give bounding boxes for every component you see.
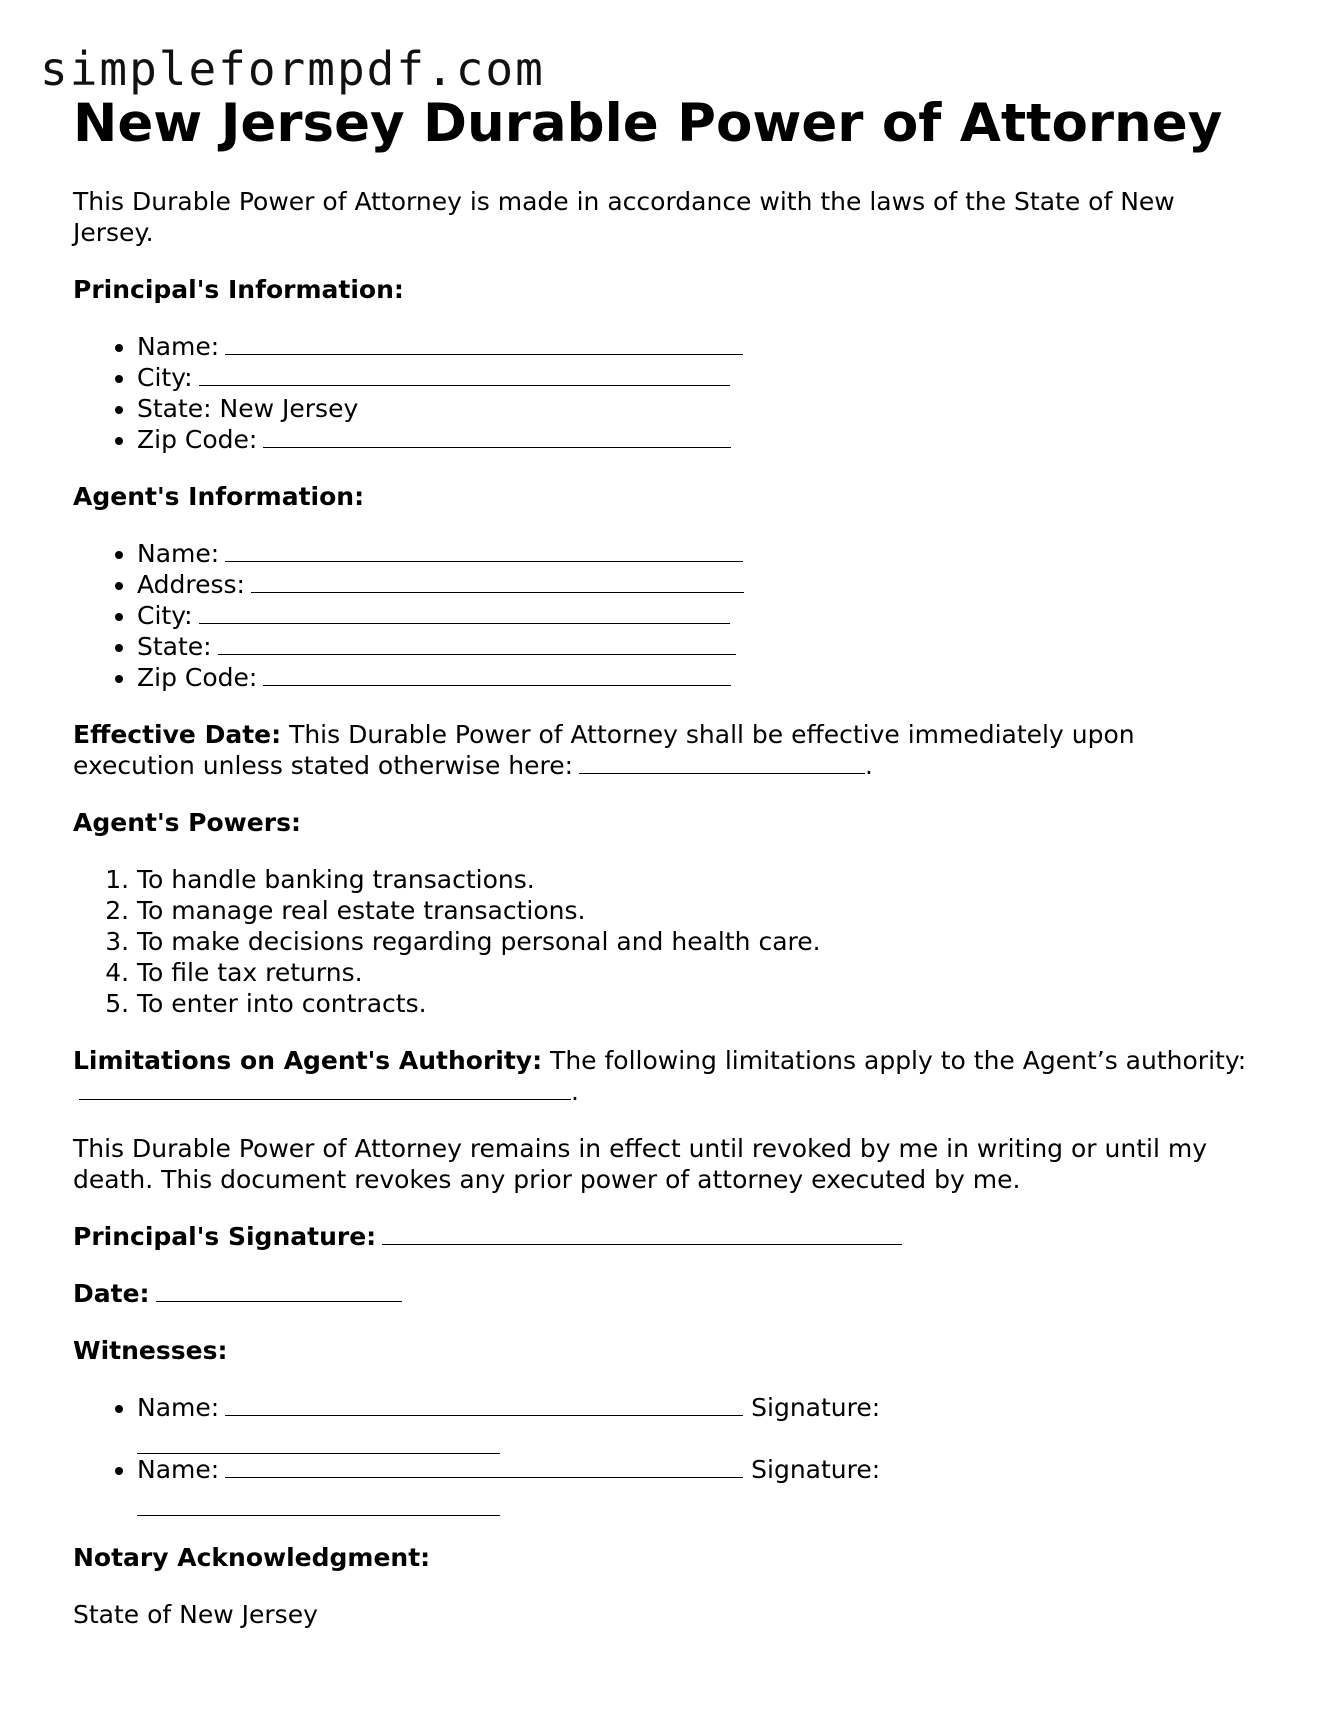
principal-signature-field[interactable] (382, 1222, 902, 1245)
power-item: 5. To enter into contracts. (137, 988, 1253, 1019)
document-page (73, 92, 1253, 1630)
notary-state: State of New Jersey (73, 1600, 318, 1629)
witness-signature-field[interactable] (137, 1423, 500, 1454)
signature-label: Principal's Signature: (73, 1222, 377, 1251)
list-item (137, 569, 1253, 600)
principal-name-label: Name: (137, 332, 220, 361)
date-label: Date: (73, 1279, 150, 1308)
witnesses-list (73, 1392, 1253, 1516)
powers-list (73, 864, 1253, 1019)
watermark: simpleformpdf.com (40, 42, 545, 96)
principal-state-label: State: New Jersey (137, 394, 359, 423)
list-item (137, 424, 1253, 455)
notary-heading: Notary Acknowledgment: (73, 1543, 431, 1572)
list-item (137, 631, 1253, 662)
principal-heading: Principal's Information: (73, 275, 404, 304)
agent-state-field[interactable] (218, 632, 736, 655)
power-item: 3. To make decisions regarding personal and health care. (137, 926, 1253, 957)
principal-zip-field[interactable] (263, 425, 731, 448)
principal-zip-label: Zip Code: (137, 425, 258, 454)
limitations-suffix: . (571, 1077, 579, 1106)
revocation-paragraph: This Durable Power of Attorney remains in effect until revoked by me in writing or until my death. This document revokes any prior power of attorney executed by me. (73, 1134, 1207, 1194)
principal-info-list (73, 331, 1253, 455)
list-item (137, 538, 1253, 569)
effective-date-label: Effective Date: (73, 720, 282, 749)
limitations-field[interactable] (79, 1077, 571, 1100)
signature-paragraph (73, 1221, 1253, 1252)
power-item: 4. To file tax returns. (137, 957, 1253, 988)
list-item (137, 331, 1253, 362)
limitations-label: Limitations on Agent's Authority: (73, 1046, 543, 1075)
page-title: New Jersey Durable Power of Attorney (73, 93, 1223, 154)
powers-heading: Agent's Powers: (73, 808, 301, 837)
date-field[interactable] (156, 1279, 402, 1302)
principal-city-label: City: (137, 363, 193, 392)
witness-signature-label: Signature: (751, 1455, 881, 1484)
agent-state-label: State: (137, 632, 212, 661)
agent-name-field[interactable] (225, 539, 743, 562)
effective-date-field[interactable] (579, 751, 865, 774)
witness-signature-field[interactable] (137, 1485, 500, 1516)
agent-address-label: Address: (137, 570, 245, 599)
list-item (137, 1392, 1253, 1454)
effective-date-text: This Durable Power of Attorney shall be effective immediately upon execution unless stated otherwise here: (73, 720, 1135, 780)
date-paragraph (73, 1278, 1253, 1309)
intro-text: This Durable Power of Attorney is made in accordance with the laws of the State of New Jersey. (73, 187, 1175, 247)
list-item (137, 600, 1253, 631)
witness-name-label: Name: (137, 1393, 220, 1422)
power-item: 2. To manage real estate transactions. (137, 895, 1253, 926)
list-item (137, 1454, 1253, 1516)
effective-date-paragraph (73, 719, 1253, 781)
limitations-paragraph (73, 1045, 1253, 1107)
principal-name-field[interactable] (225, 332, 743, 355)
agent-heading: Agent's Information: (73, 482, 365, 511)
agent-city-field[interactable] (199, 601, 730, 624)
limitations-text: The following limitations apply to the Agent’s authority: (550, 1046, 1247, 1075)
list-item (137, 662, 1253, 693)
witness-name-label: Name: (137, 1455, 220, 1484)
agent-zip-field[interactable] (263, 663, 731, 686)
agent-name-label: Name: (137, 539, 220, 568)
agent-address-field[interactable] (251, 570, 744, 593)
list-item (137, 393, 1253, 424)
witness-signature-label: Signature: (751, 1393, 881, 1422)
principal-city-field[interactable] (199, 363, 730, 386)
power-item: 1. To handle banking transactions. (137, 864, 1253, 895)
agent-city-label: City: (137, 601, 193, 630)
agent-info-list (73, 538, 1253, 693)
witnesses-heading: Witnesses: (73, 1336, 228, 1365)
witness-name-field[interactable] (225, 1455, 743, 1478)
list-item (137, 362, 1253, 393)
effective-date-suffix: . (865, 751, 873, 780)
agent-zip-label: Zip Code: (137, 663, 258, 692)
witness-name-field[interactable] (225, 1393, 743, 1416)
